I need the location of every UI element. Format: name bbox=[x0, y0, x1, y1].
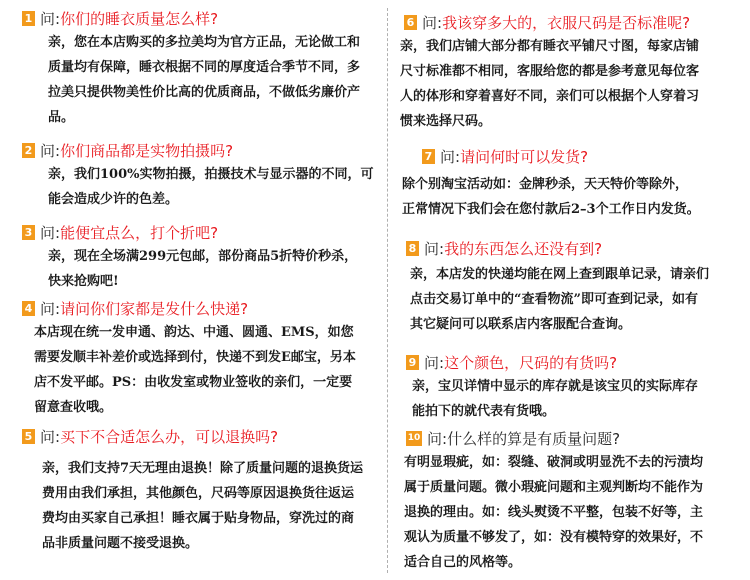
faq-answer: 亲，现在全场满299元包邮，部份商品5折特价秒杀， 快来抢购吧! bbox=[48, 249, 358, 289]
number-badge: 2 bbox=[22, 143, 35, 158]
faq-item-7 bbox=[402, 144, 700, 222]
question-prefix: 问: bbox=[40, 223, 61, 242]
question-text: 你们的睡衣质量怎么样? bbox=[60, 9, 219, 28]
faq-answer: 亲，我们支持7天无理由退换！除了质量问题的退换货运 费用由我们承担，其他颜色，尺码等原因退换货往返运 费均由买家自己承担！睡衣属于贴身物品，穿洗过的商 品非质量问题不接受退换。 bbox=[42, 461, 364, 551]
question-text: 能便宜点么，打个折吧? bbox=[60, 223, 219, 242]
faq-item-9 bbox=[406, 350, 698, 424]
question-text: 买下不合适怎么办，可以退换吗? bbox=[60, 427, 279, 446]
question-prefix: 问: bbox=[422, 13, 443, 32]
faq-question bbox=[422, 144, 700, 168]
question-text: 这个颜色，尺码的有货吗? bbox=[444, 353, 618, 372]
faq-item-4 bbox=[22, 296, 356, 420]
faq-item-10 bbox=[406, 426, 703, 575]
number-badge: 8 bbox=[406, 241, 419, 256]
faq-question bbox=[22, 296, 356, 320]
faq-item-6 bbox=[400, 10, 700, 134]
column-divider bbox=[387, 8, 388, 573]
question-prefix: 问: bbox=[424, 239, 445, 258]
number-badge: 5 bbox=[22, 429, 35, 444]
faq-question bbox=[406, 426, 703, 450]
number-badge: 9 bbox=[406, 355, 419, 370]
question-text: 什么样的算是有质量问题? bbox=[447, 429, 621, 448]
question-prefix: 问: bbox=[424, 353, 445, 372]
faq-item-2 bbox=[22, 138, 374, 212]
question-prefix: 问: bbox=[40, 427, 61, 446]
question-text: 我该穿多大的，衣服尺码是否标准呢? bbox=[442, 13, 691, 32]
number-badge: 1 bbox=[22, 11, 35, 26]
faq-item-1 bbox=[22, 6, 360, 130]
question-text: 请问何时可以发货? bbox=[460, 147, 589, 166]
faq-question bbox=[404, 10, 699, 34]
faq-question bbox=[406, 236, 709, 260]
question-prefix: 问: bbox=[427, 429, 448, 448]
faq-item-8 bbox=[406, 236, 709, 337]
faq-answer: 亲，本店发的快递均能在网上查到跟单记录，请亲们 点击交易订单中的“查看物流”即可查到记录，如有 其它疑问可以联系店内客服配合查询。 bbox=[410, 267, 710, 332]
faq-question bbox=[406, 350, 698, 374]
question-prefix: 问: bbox=[40, 141, 61, 160]
faq-item-3 bbox=[22, 220, 357, 294]
number-badge: 4 bbox=[22, 301, 35, 316]
question-prefix: 问: bbox=[40, 9, 61, 28]
number-badge: 7 bbox=[422, 149, 435, 164]
faq-question bbox=[22, 220, 357, 244]
faq-answer: 亲，我们100%实物拍摄，拍摄技术与显示器的不同，可 能会造成少许的色差。 bbox=[48, 167, 374, 207]
question-text: 请问你们家都是发什么快递? bbox=[60, 299, 249, 318]
faq-item-5 bbox=[22, 424, 363, 556]
question-prefix: 问: bbox=[40, 299, 61, 318]
faq-answer: 除个别淘宝活动如：金牌秒杀，天天特价等除外， 正常情况下我们会在您付款后2–3个工作日内发货。 bbox=[402, 177, 700, 217]
faq-answer: 亲，宝贝详情中显示的库存就是该宝贝的实际库存 能拍下的就代表有货哦。 bbox=[412, 379, 699, 419]
faq-question bbox=[22, 424, 363, 448]
number-badge: 6 bbox=[404, 15, 417, 30]
question-prefix: 问: bbox=[440, 147, 461, 166]
question-text: 我的东西怎么还没有到? bbox=[444, 239, 603, 258]
faq-answer: 有明显瑕疵，如：裂缝、破洞或明显洗不去的污渍均 属于质量问题。微小瑕疵问题和主观判断均不能作为 退换的理由。如：线头熨烫不平整，包装不好等，主 观认为质量不够发了，如：没有模特穿的效果好，不 适合自己的风格等。 bbox=[404, 455, 704, 570]
faq-answer: 亲，我们店铺大部分都有睡衣平铺尺寸图，每家店铺 尺寸标准都不相同，客服给您的都是参考意见每位客 人的体形和穿着喜好不同，亲们可以根据个人穿着习 惯来选择尺码。 bbox=[400, 39, 700, 129]
faq-question bbox=[22, 6, 360, 30]
number-badge: 10 bbox=[406, 431, 422, 446]
faq-question bbox=[22, 138, 374, 162]
faq-answer: 本店现在统一发申通、韵达、中通、圆通、EMS，如您 需要发顺丰补差价或选择到付，快递不到发E邮宝，另本 店不发平邮。PS：由收发室或物业签收的亲们，一定要 留意查收哦。 bbox=[34, 325, 356, 415]
number-badge: 3 bbox=[22, 225, 35, 240]
faq-answer: 亲，您在本店购买的多拉美均为官方正品，无论做工和 质量均有保障，睡衣根据不同的厚度适合季节不同，多 拉美只提供物美性价比高的优质商品，不做低劣廉价产 品。 bbox=[48, 35, 361, 125]
question-text: 你们商品都是实物拍摄吗? bbox=[60, 141, 234, 160]
